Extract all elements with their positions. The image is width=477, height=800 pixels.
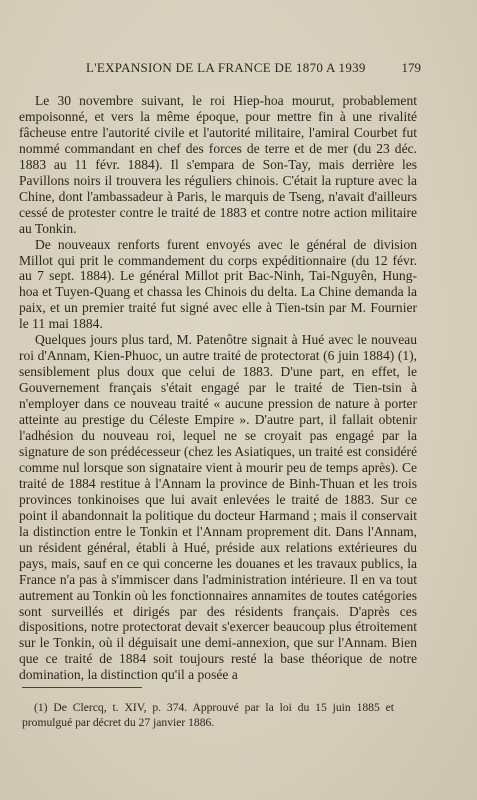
footnote: (1) De Clercq, t. XIV, p. 374. Approuvé par la loi du 15 juin 1885 et promulgué par décret du 27 janvier 1886. [22, 701, 394, 729]
paragraph: Le 30 novembre suivant, le roi Hiep-hoa mourut, probablement empoisonné, et vers la même époque, pour mettre fin à une rivalité fâcheuse entre l'autorité civile et l'autorité militaire, l'amiral Courbet fut nommé commandant en chef des forces de terre et de mer (du 23 déc. 1883 au 11 févr. 1884). Il s'empara de Son-Tay, mais derrière les Pavillons noirs il trouvera les réguliers chinois. C'était la rupture avec la Chine, dont l'ambassadeur à Paris, le marquis de Tseng, n'avait d'ailleurs cessé de protester contre le traité de 1883 et contre notre action militaire au Tonkin. [19, 93, 417, 236]
footnote-rule [22, 687, 142, 688]
paragraph: De nouveaux renforts furent envoyés avec le général de division Millot qui prit le commandement du corps expéditionnaire (du 12 févr. au 7 sept. 1884). Le général Millot prit Bac-Ninh, Tai-Nguyên, Hung-hoa et Tuyen-Quang et chassa les Chinois du delta. La Chine demanda la paix, et un premier traité fut signé avec elle à Tien-tsin par M. Fournier le 11 mai 1884. [19, 236, 417, 332]
paragraph: Quelques jours plus tard, M. Patenôtre signait à Hué avec le nouveau roi d'Annam, Kien-Phuoc, un autre traité de protectorat (6 juin 1884) (1), sensiblement plus doux que celui de 1883. D'une part, en effet, le Gouvernement français s'était engagé par le traité de Tien-tsin à n'employer dans ce nouveau traité « aucune pression de nature à porter atteinte au prestige du Céleste Empire ». D'autre part, il fallait obtenir l'adhésion du nouveau roi, lequel ne se croyait pas engagé par la signature de son prédécesseur (chez les Asiatiques, un traité est considéré comme nul lorsque son signataire vient à mourir peu de temps après). Ce traité de 1884 restitue à l'Annam la province de Binh-Thuan et les trois provinces tonkinoises que lui avait enlevées le traité de 1883. Sur ce point il abandonnait la politique du docteur Harmand ; mais il conservait la distinction entre le Tonkin et l'Annam proprement dit. Dans l'Annam, un résident général, établi à Hué, préside aux relations extérieures du pays, mais, sauf en ce qui concerne les douanes et les travaux publics, la France n'a pas à s'immiscer dans l'administration intérieure. Il en va tout autrement au Tonkin où les fonctionnaires annamites de toutes catégories sont surveillés et dirigés par des résidents français. D'après ces dispositions, notre protectorat devait s'exercer beaucoup plus étroitement sur le Tonkin, où il déguisait une demi-annexion, que sur l'Annam. Bien que ce traité de 1884 soit toujours resté la base théorique de notre domination, la distinction qu'il a posée a [19, 332, 417, 683]
body-text [19, 93, 417, 683]
page-number: 179 [401, 60, 421, 75]
running-title: L'EXPANSION DE LA FRANCE DE 1870 A 1939 [86, 60, 366, 75]
page-header [86, 60, 421, 76]
